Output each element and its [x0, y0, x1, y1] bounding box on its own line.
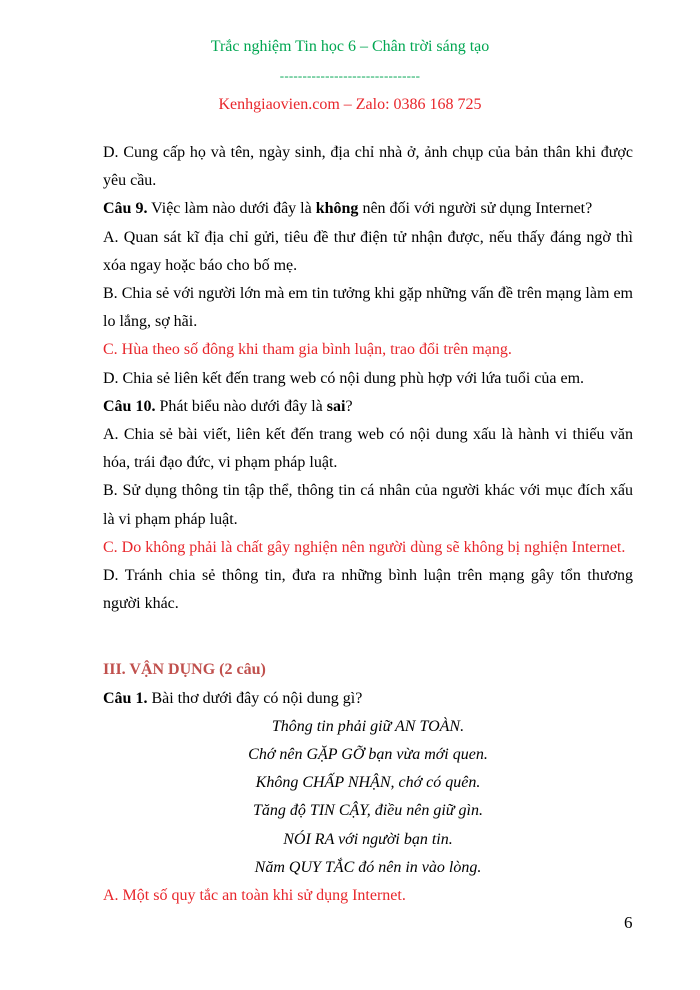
q9-option-b: B. Chia sẻ với người lớn mà em tin tưởng khi gặp những vấn đề trên mạng làm em lo lắng, sợ hãi. [103, 285, 633, 331]
poem-line: Không CHẤP NHẬN, chớ có quên. [255, 774, 481, 792]
section-heading: III. VẬN DỤNG (2 câu) [103, 661, 266, 679]
page-number: 6 [624, 913, 633, 932]
question-9 [103, 195, 633, 223]
question-label: Câu 10. [103, 397, 156, 415]
q10-option-d: D. Tránh chia sẻ thông tin, đưa ra những bình luận trên mạng gây tổn thương người khác. [103, 567, 633, 613]
poem-line: NÓI RA với người bạn tin. [283, 830, 453, 848]
question-text-end: nên đối với người sử dụng Internet? [358, 200, 593, 218]
question-text: Việc làm nào dưới đây là [147, 200, 316, 218]
prev-option-d: D. Cung cấp họ và tên, ngày sinh, địa chỉ nhà ở, ảnh chụp của bản thân khi được yêu cầu. [103, 144, 633, 190]
question-text: Phát biểu nào dưới đây là [155, 397, 327, 415]
spacer [103, 618, 633, 646]
question-text: Bài thơ dưới đây có nội dung gì? [147, 689, 363, 707]
question-label: Câu 9. [103, 200, 148, 218]
poem-line: Chớ nên GẶP GỠ bạn vừa mới quen. [248, 746, 488, 764]
q10-option-c-answer: C. Do không phải là chất gây nghiện nên người dùng sẽ không bị nghiện Internet. [103, 538, 626, 556]
q10-option-a: A. Chia sẻ bài viết, liên kết đến trang web có nội dung xấu là hành vi thiếu văn hóa, trái đạo đức, vi phạm pháp luật. [103, 426, 633, 472]
poem-line: Tăng độ TIN CẬY, điều nên giữ gìn. [253, 802, 483, 820]
header-divider: ------------------------------- [279, 68, 421, 83]
page-content [103, 139, 633, 910]
poem-line: Thông tin phải giữ AN TOÀN. [271, 717, 465, 735]
header-title: Trắc nghiệm Tin học 6 – Chân trời sáng tạo [210, 38, 490, 55]
question-label: Câu 1. [103, 689, 148, 707]
q9-option-a: A. Quan sát kĩ địa chỉ gửi, tiêu đề thư điện tử nhận được, nếu thấy đáng ngờ thì xóa ngay hoặc báo cho bố mẹ. [103, 228, 633, 274]
q1-answer: A. Một số quy tắc an toàn khi sử dụng Internet. [103, 887, 406, 905]
header-site: Kenhgiaovien.com – Zalo: 0386 168 725 [218, 96, 482, 113]
q9-option-c-answer: C. Hùa theo số đông khi tham gia bình luận, trao đổi trên mạng. [103, 341, 512, 359]
poem-line: Năm QUY TẮC đó nên in vào lòng. [254, 858, 482, 876]
question-emphasis: sai [326, 397, 346, 415]
question-text-end: ? [345, 397, 353, 415]
question-emphasis: không [315, 200, 359, 218]
q10-option-b: B. Sử dụng thông tin tập thể, thông tin cá nhân của người khác với mục đích xấu là vi phạm pháp luật. [103, 482, 633, 528]
q9-option-d: D. Chia sẻ liên kết đến trang web có nội dung phù hợp với lứa tuổi của em. [103, 369, 585, 387]
question-1 [103, 685, 633, 713]
question-10 [103, 393, 633, 421]
